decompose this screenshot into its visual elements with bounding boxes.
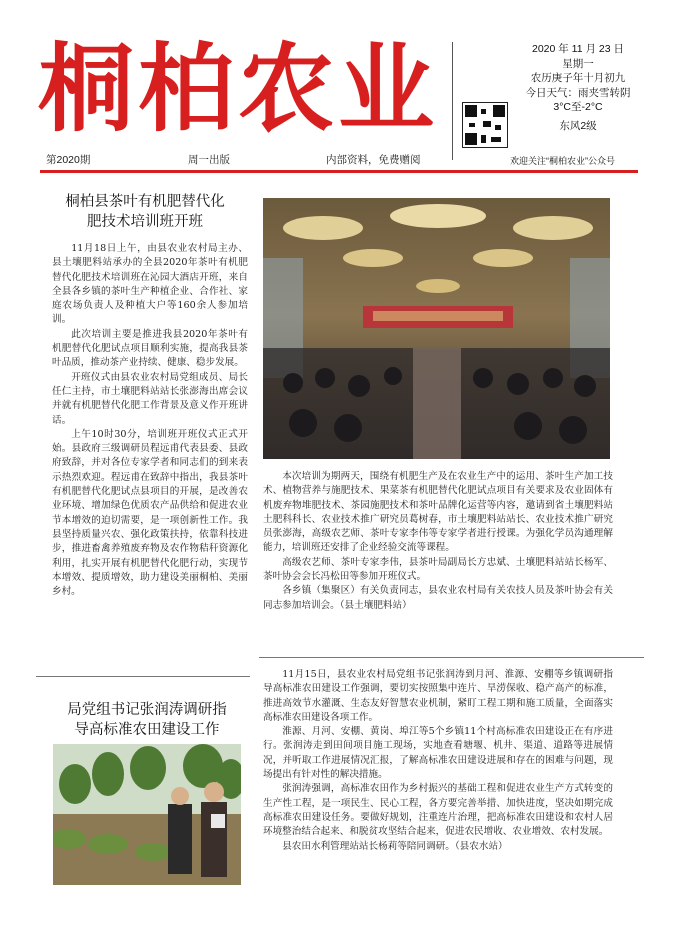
article1-paragraph: 此次培训主要是推进我县2020年茶叶有机肥替代化肥试点项目顺利实施，提高我县茶叶品质，推动茶产业持续、健康、稳步发展。 — [52, 328, 248, 369]
article2-paragraph: 张润涛强调，高标准农田作为乡村振兴的基础工程和促进农业生产方式转变的生产性工程，是一项民生、民心工程，各方要完善举措、加快进度，坚决如期完成高标准农田建设任务。要做好规划，注重连片治理，把高标准农田建设和农村人居环境整治结合起来、和脱贫攻坚结合起来，促进农民增收、农业增效、农村发展。 — [263, 783, 613, 838]
article1-title — [40, 192, 250, 232]
article1-title-line1: 桐柏县茶叶有机肥替代化 — [65, 194, 225, 210]
meeting-hall-illustration — [263, 198, 610, 459]
article1-column-left — [52, 242, 248, 599]
article2-title-line1: 局党组书记张润涛调研指 — [67, 702, 227, 718]
distribution-note: 内部资料，免费赠阅 — [326, 154, 421, 166]
qr-code-icon — [462, 102, 508, 148]
article1-paragraph: 高级农艺师、茶叶专家李伟，县茶叶局副局长方忠斌、土壤肥料站站长杨军、茶叶协会会长冯松田等参加开班仪式。 — [263, 556, 613, 583]
article2-paragraph: 淮源、月河、安棚、黄岗、埠江等5个乡镇11个村高标准农田建设正在有序进行。张润涛走到田间项目施工现场，实地查看塘堰、机井、渠道、道路等进展情况，并听取工作进展情况汇报，了解高标准农田建设进展和存在的困难与问题，现场提出有针对性的解决措施。 — [263, 726, 613, 781]
article1-paragraph: 上午10时30分，培训班开班仪式正式开始。县政府三级调研员程远甫代表县委、县政府致辞，并对各位专家学者和同志们的到来表示热烈欢迎。程远甫在致辞中指出，我县茶叶有机肥替代化肥试点县项目的开展，是改善农业环境、增加绿色优质农产品供给和促进农业节本增效的迫切需要，是一项创新性工作。我县坚持质量兴农、强化政策扶持，依靠科技进步，推进畜禽养殖废弃物及农作物秸秆资源化利用，扎实开展有机肥替代化肥行动，实现节本增效、提质增效，助力建设美丽桐柏、美丽乡村。 — [52, 428, 248, 598]
article2-paragraph: 11月15日，县农业农村局党组书记张润涛到月河、淮源、安棚等乡镇调研指导高标准农田建设工作强调，要切实按照集中连片、旱涝保收、稳产高产的标准，推进高效节水灌溉、生态友好智慧农业机制，紧盯工程工期和施工质量，全面落实高标准农田建设各项工作。 — [263, 669, 613, 723]
article2-paragraph: 县农田水利管理站站长杨莉等陪同调研。（县农水站） — [282, 840, 508, 852]
weekday-text: 星期一 — [562, 57, 594, 70]
header-divider — [452, 42, 453, 160]
article1-paragraph: 开班仪式由县农业农村局党组成员、局长任仁主持，市土壤肥料站站长张澎海出席会议并就有机肥替代化肥工作背景及意义作开班讲话。 — [52, 371, 248, 426]
article1-paragraph: 11月18日上午，由县农业农村局主办、县土壤肥料站承办的全县2020年茶叶有机肥替代化肥技术培训班在沁园大酒店开班，来自全县各乡镇的茶叶生产种植企业、合作社、家庭农场负责人及种植大户等160余人参加培训。 — [52, 243, 248, 326]
article1-title-line2: 肥技术培训班开班 — [87, 214, 203, 230]
field-inspection-illustration — [53, 744, 241, 885]
edition-text: 周一出版 — [188, 154, 230, 166]
date-panel — [498, 42, 658, 133]
article2-title-line2: 导高标准农田建设工作 — [74, 722, 220, 738]
lunar-date-text: 农历庚子年十月初九 — [530, 72, 626, 84]
article2-title — [40, 700, 254, 740]
weather-text: 今日天气：雨夹雪转阴 — [525, 86, 631, 99]
wind-text: 东风2级 — [559, 119, 597, 132]
field-inspection-photo — [53, 744, 241, 885]
masthead-title: 桐柏农业 — [38, 32, 438, 145]
article1-paragraph: 本次培训为期两天，围绕有机肥生产及在农业生产中的运用、茶叶生产加工技术、植物营养与施肥技术、果菜茶有机肥替代化肥试点项目有关要求及农业固体有机废弃物堆肥技术、茶园施肥技术和茶叶品牌化运营等内容，邀请到省土壤肥料站土肥科科长、农业技术推广研究员葛树春，市土壤肥料站站长、农业技术推广研究员张澎海，高级农艺师、茶叶专家李伟等专家学者进行授课。为强化学员沟通理解能力，培训班还安排了企业经验交流等课程。 — [263, 471, 613, 554]
article1-column-wide — [263, 470, 613, 613]
article1-paragraph: 各乡镇（集聚区）有关负责同志，县农业农村局有关农技人员及茶叶协会有关同志参加培训会。（县土壤肥料站） — [263, 585, 613, 611]
section-divider — [259, 657, 644, 658]
masthead-rule — [40, 170, 638, 173]
training-meeting-photo — [263, 198, 610, 459]
section-divider — [36, 676, 250, 677]
issue-bar — [40, 152, 640, 170]
issue-number: 第2020期 — [46, 154, 91, 166]
date-text: 2020 年 11 月 23 日 — [531, 43, 625, 55]
article2-body — [263, 668, 613, 854]
temperature-text: 3°C至-2°C — [553, 101, 603, 113]
follow-note: 欢迎关注“桐柏农业”公众号 — [510, 156, 615, 166]
